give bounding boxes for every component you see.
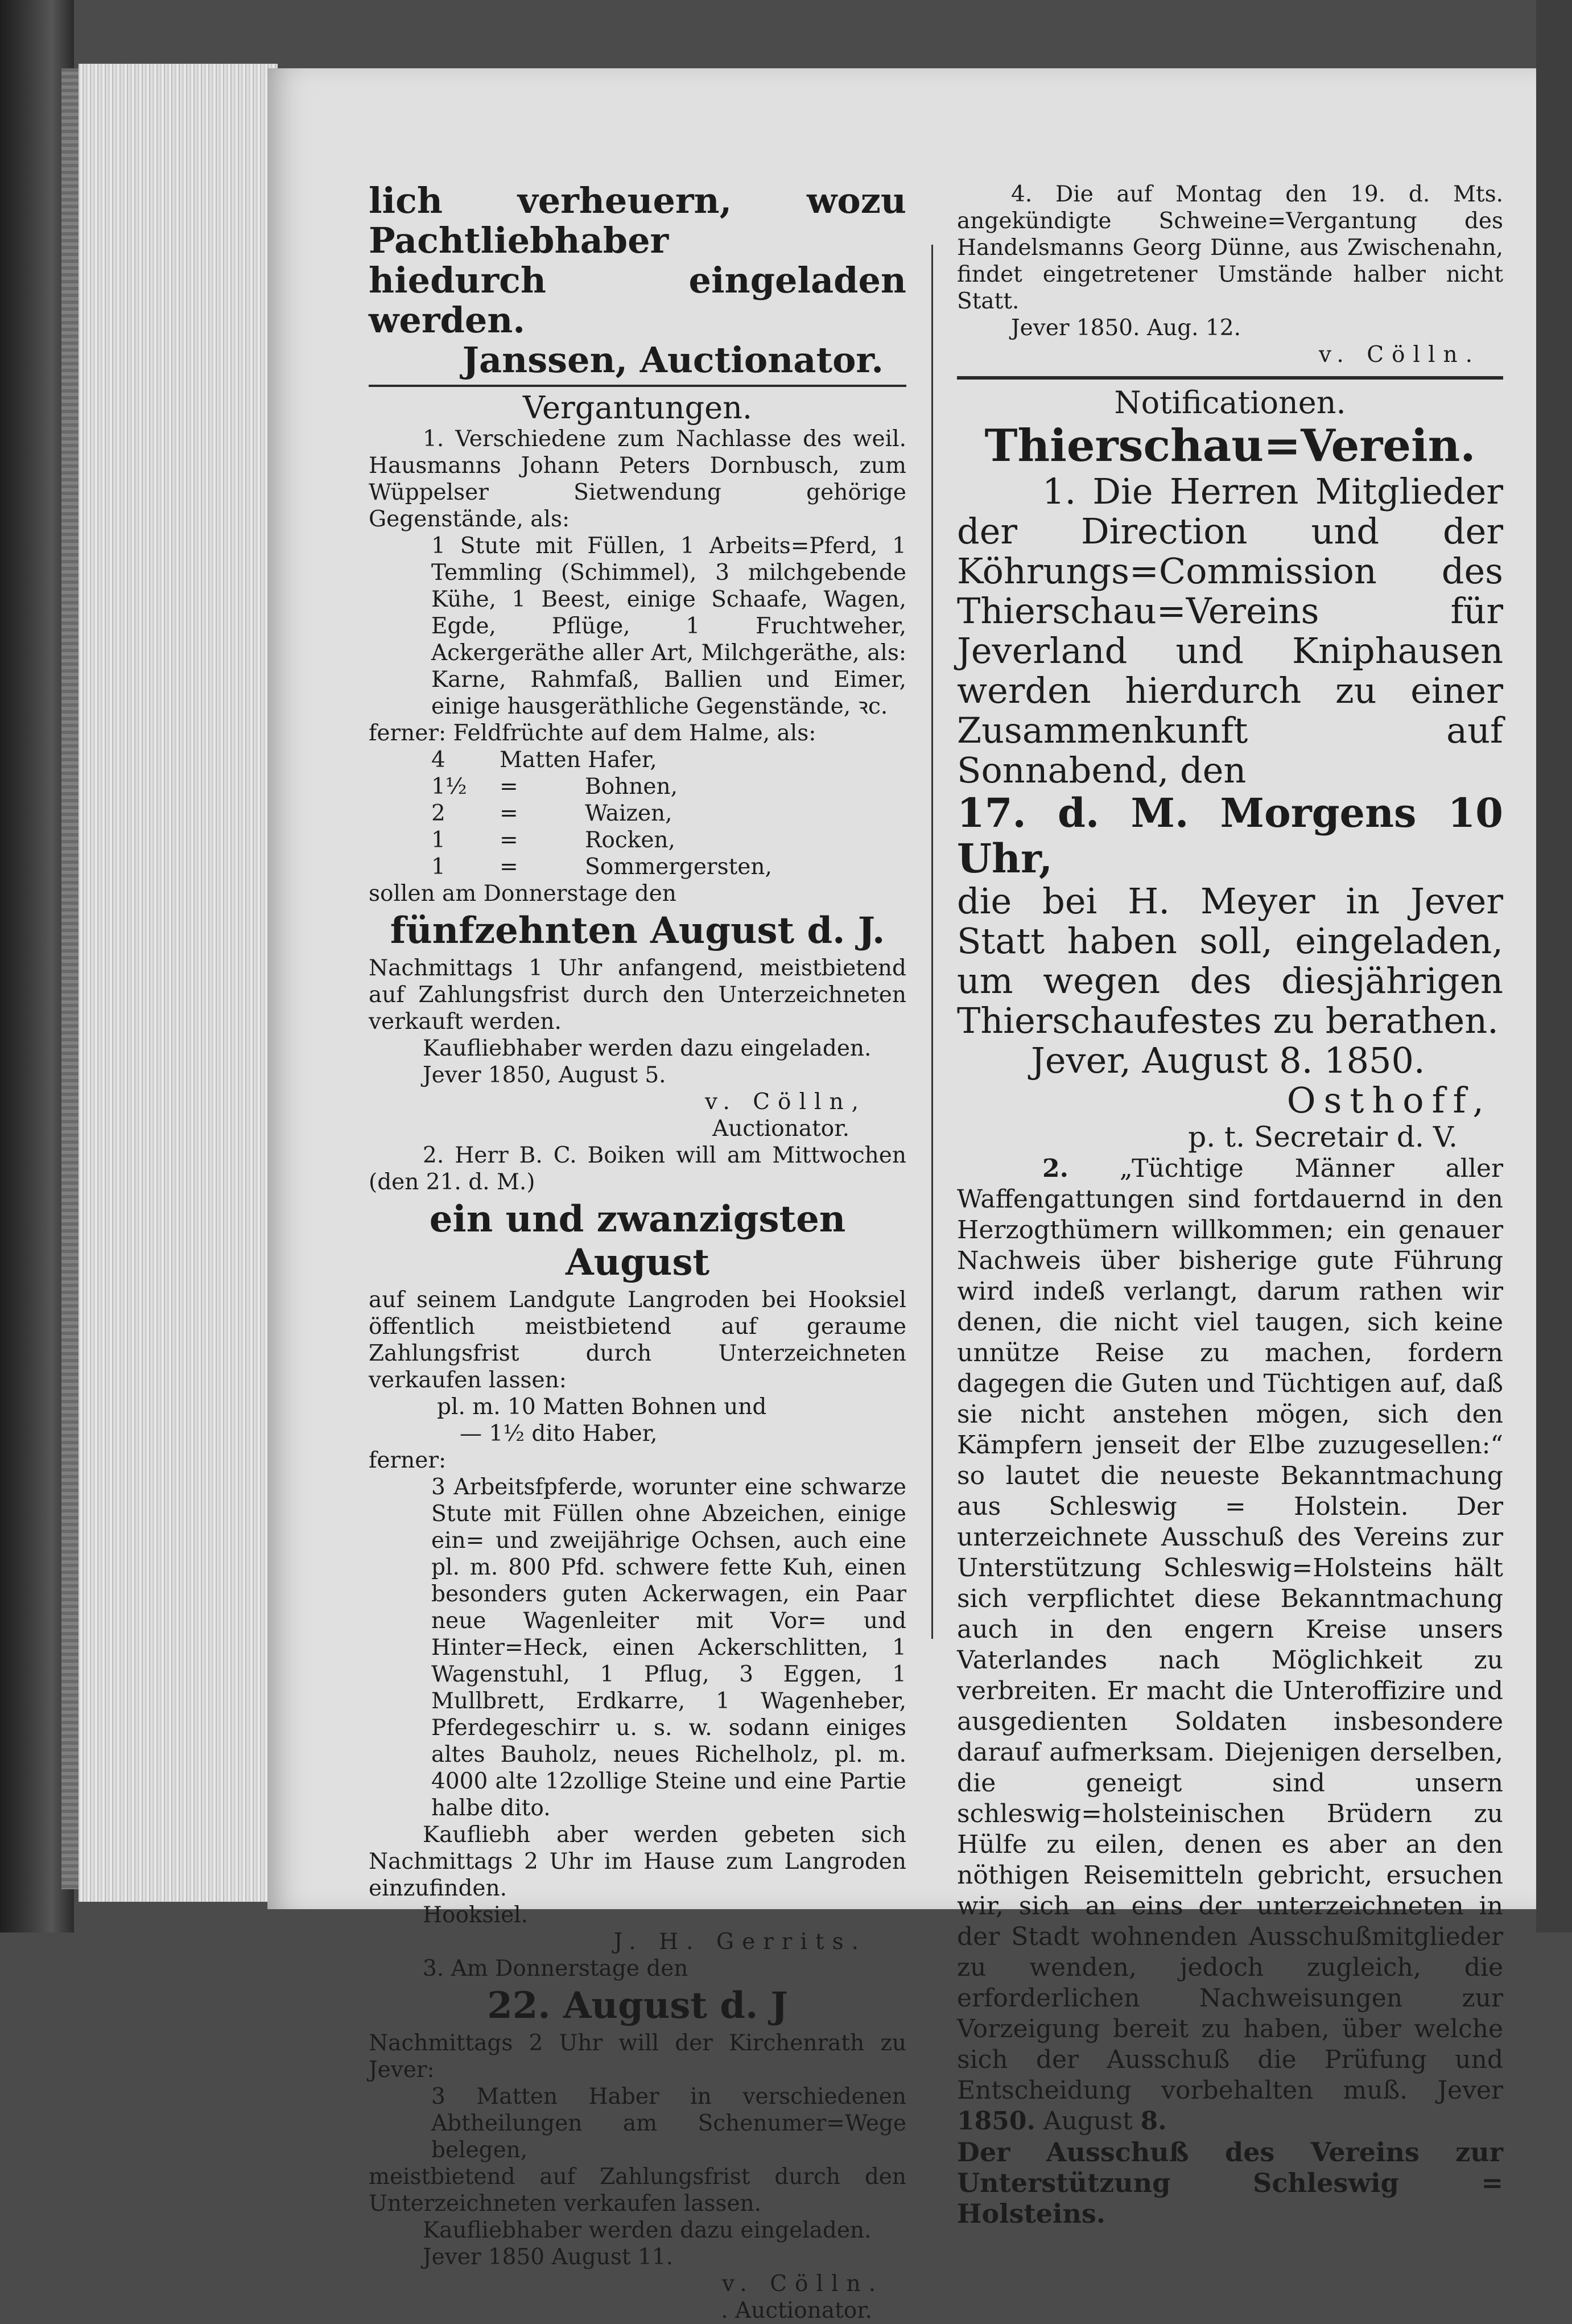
item2-signature: J. H. Gerrits. [613, 1929, 867, 1955]
item2-text: 2. Herr B. C. Boiken will am Mittwochen (den 21. d. M.) [369, 1143, 906, 1195]
item2-place: Hooksiel. [423, 1902, 529, 1928]
item4-signature: v. Cölln. [1319, 342, 1480, 368]
notice1-place-date: Jever, August 8. 1850. [1031, 1040, 1425, 1081]
notice2-day: 8. [1140, 2107, 1167, 2136]
item2-goods: 3 Arbeitsfpferde, worunter eine schwarze Stute mit Füllen ohne Abzeichen, einige ein= und zweijährige Ochsen, auch eine pl. m. 800 Pfd. schwere fette Kuh, einen besonders guten Ackerwagen, ein Paar neue Wagenleiter mit Vor= und Hinter=Heck, einen Ackerschlitten, 1 Wagenstuhl, 1 Pflug, 3 Eggen, 1 Mullbrett, Erdkarre, 1 Wagenheber, Pferdegeschirr u. s. w. sodann einiges altes Bauholz, neues Richelholz, pl. m. 4000 alte 12zollige Steine und eine Partie halbe dito. [431, 1474, 906, 1821]
item4-text: 4. Die auf Montag den 19. d. Mts. angekündigte Schweine=Vergantung des Handelsmanns Georg Dünne, aus Zwischenahn, findet eingetretener Umstände halber nicht Statt. [957, 182, 1503, 314]
item1-body: Nachmittags 1 Uhr anfangend, meistbietend auf Zahlungsfrist durch den Unterzeichneten verkauft werden. [369, 955, 906, 1035]
item1-goods: 1 Stute mit Füllen, 1 Arbeits=Pferd, 1 Temmling (Schimmel), 3 milchgebende Kühe, 1 Beest, einige Schaafe, Wagen, Egde, Pflüge, 1 Fruchtweher, Ackergeräthe aller Art, Milchgeräthe, als: Karne, Rahmfaß, Ballien und Eimer, einige hausgeräthliche Gegenstände, ꝛc. [431, 533, 906, 719]
verein-title: Thierschau=Verein. [984, 420, 1476, 472]
notice2-year: 1850. [957, 2107, 1035, 2136]
crop-row: 1 = Sommergersten, [431, 854, 772, 880]
crop-row: 1 = Rocken, [431, 827, 675, 853]
item2-date-display: ein und zwanzigsten August [429, 1198, 846, 1284]
crop-row: 4 Matten Hafer, [431, 747, 657, 773]
item1-invite: Kaufliebhaber werden dazu eingeladen. [423, 1036, 872, 1061]
notice1-body: die bei H. Meyer in Jever Statt haben soll, eingeladen, um wegen des diesjährigen Thierschaufestes zu berathen. [957, 880, 1503, 1041]
page-stack-edges [79, 64, 278, 1902]
notice2-num: 2. [1042, 1154, 1068, 1183]
item2-ferner: ferner: [369, 1448, 447, 1473]
notice2-body: „Tüchtige Männer aller Waffengattungen sind fortdauernd in den Herzogthümern willkommen; ein genauer Nachweis über bisherige gute Führung wird indeß verlangt, darum rathen wir denen, die nicht viel taugen, sich keine unnütze Reise zu machen, fordern dagegen die Guten und Tüchtigen auf, daß sie nicht anstehen mögen, sich den Kämpfern jenseit der Elbe zuzugesellen:“ so lautet die neueste Bekanntmachung aus Schleswig = Holstein. Der unterzeichnete Ausschuß des Vereins zur Unterstützung Schleswig=Holsteins hält sich verpflichtet diese Bekanntmachung auch in den engern Kreise unsers Vaterlandes nach Möglichkeit zu verbreiten. Er macht die Unteroffizire und ausgedienten Soldaten insbesondere darauf aufmerksam. Diejenigen derselben, die geneigt sind unsern schleswig=holsteinischen Brüdern zu Hülfe zu eilen, denen es aber an den nöthigen Reisemitteln gebricht, ersuchen wir, sich an eins der unterzeichneten in der Stadt wohnenden Ausschußmitglieder zu wenden, jedoch zugleich, die erforderlichen Nachweisungen zur Vorzeigung bereit zu haben, über welche sich der Ausschuß die Prüfung und Entscheidung vorbehalten muß. [957, 1154, 1503, 2105]
crop-row: 2 = Waizen, [431, 801, 672, 826]
intro-signature: Janssen, Auctionator. [462, 339, 884, 381]
item3-date-display: 22. August d. J [487, 1984, 788, 2027]
right-column [957, 181, 1503, 2229]
item3-signature-title: . Auctionator. [721, 2298, 872, 2323]
notice2-signature: Der Ausschuß des Vereins zur Unterstützung Schleswig = Holsteins. [957, 2137, 1503, 2229]
item3-signature-name: v. Cölln. [722, 2271, 884, 2297]
item3-text: 3. Am Donnerstage den [423, 1956, 688, 1981]
book-cover-edge [61, 68, 79, 1889]
notice2-place: Jever [1437, 2076, 1503, 2105]
item4-place-date: Jever 1850. Aug. 12. [1011, 315, 1241, 341]
notice1-signature-title: p. t. Secretair d. V. [1188, 1120, 1458, 1153]
notice1-signature-name: Osthoff, [1286, 1079, 1492, 1121]
item2-body: auf seinem Landgute Langroden bei Hooksiel öffentlich meistbietend auf geraume Zahlungsfrist durch Unterzeichneten verkaufen lassen: [369, 1287, 906, 1393]
intro-line-1: lich verheuern, wozu Pachtliebhaber [369, 180, 906, 261]
column-divider [931, 245, 933, 1639]
item1-ferner: ferner: Feldfrüchte auf dem Halme, als: [369, 720, 816, 746]
item2-line-a: pl. m. 10 Matten Bohnen und [437, 1394, 767, 1420]
item1-place-date: Jever 1850, August 5. [423, 1062, 666, 1088]
item3-goods: 3 Matten Haber in verschiedenen Abtheilungen am Schenumer=Wege belegen, [431, 2084, 906, 2163]
item3-invite: Kaufliebhaber werden dazu eingeladen. [423, 2218, 872, 2243]
section-rule [957, 376, 1503, 380]
item3-place-date: Jever 1850 August 11. [423, 2244, 673, 2270]
notice1-text: 1. Die Herren Mitglieder der Direction und der Köhrungs=Commission des Thierschau=Vereins für Jeverland und Kniphausen werden hierdurch zu einer Zusammenkunft auf Sonnabend, den [957, 471, 1503, 791]
crop-row: 1½ = Bohnen, [431, 774, 678, 800]
intro-line-2: hiedurch eingeladen werden. [369, 259, 906, 341]
item1-signature-name: v. Cölln, [705, 1089, 867, 1115]
item3-body: Nachmittags 2 Uhr will der Kirchenrath zu Jever: [369, 2030, 906, 2083]
section-title-notificationen: Notificationen. [1114, 385, 1346, 421]
item1-date-display: fünfzehnten August d. J. [390, 909, 885, 952]
section-rule [369, 385, 906, 387]
item2-invite: Kaufliebh aber werden gebeten sich Nachmittags 2 Uhr im Hause zum Langroden einzufinden. [369, 1822, 906, 1901]
left-column [369, 181, 906, 2324]
item1-text: 1. Verschiedene zum Nachlasse des weil. Hausmanns Johann Peters Dornbusch, zum Wüppelser Sietwendung gehörige Gegenstände, als: [369, 426, 906, 532]
section-title-vergantungen: Vergantungen. [522, 390, 753, 426]
item1-signature-title: Auctionator. [712, 1116, 849, 1142]
facing-page-edge [1536, 0, 1572, 1932]
crop-list [369, 747, 906, 880]
notice2-text [957, 1153, 1503, 2137]
notice1-date-display: 17. d. M. Morgens 10 Uhr, [957, 789, 1503, 882]
item2-line-b: — 1½ dito Haber, [460, 1421, 658, 1447]
item1-date-intro: sollen am Donnerstage den [369, 881, 676, 906]
notice2-month: August [1043, 2107, 1133, 2136]
item3-body2: meistbietend auf Zahlungsfrist durch den Unterzeichneten verkaufen lassen. [369, 2164, 906, 2216]
